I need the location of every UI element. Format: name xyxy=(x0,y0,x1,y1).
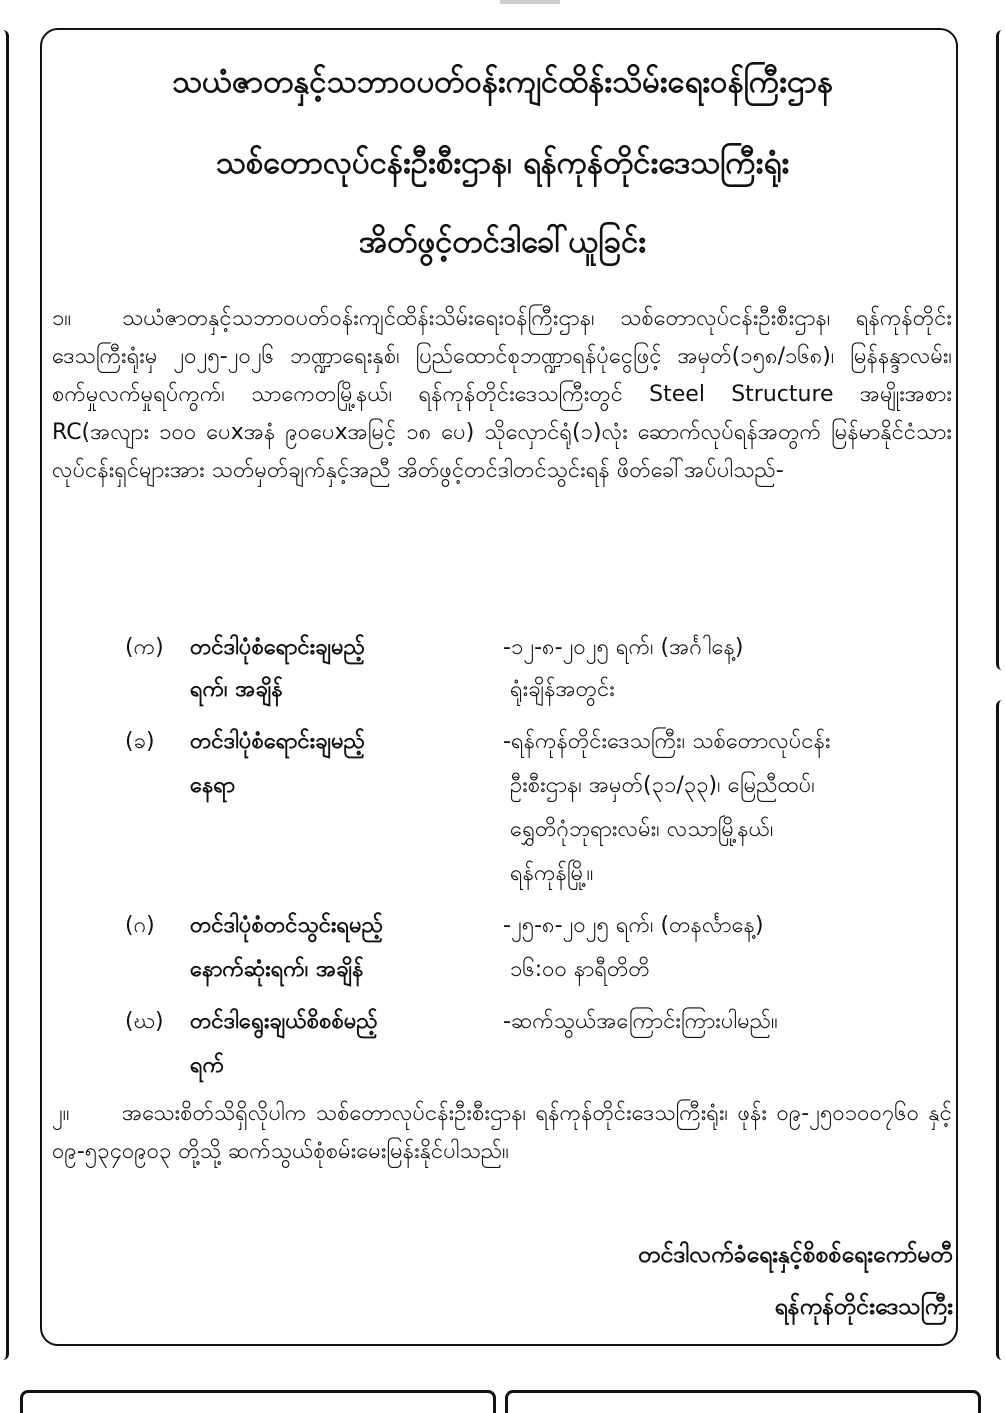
item-kha-value-1: -ရန်ကုန်တိုင်းဒေသကြီး၊ သစ်တောလုပ်ငန်း xyxy=(503,729,831,754)
item-gha-label: (ဃ) xyxy=(125,1009,164,1034)
top-edge-mark xyxy=(500,0,560,4)
item-gha-title-1: တင်ဒါရွေးချယ်စိစစ်မည့် xyxy=(190,1009,378,1034)
adjacent-ad-bottom-right xyxy=(505,1390,981,1413)
item-gha-value-1: -ဆက်သွယ်အကြောင်းကြားပါမည်။ xyxy=(503,1009,778,1034)
item-kha-label: (ခ) xyxy=(125,729,155,754)
item-kha-value-4: ရန်ကုန်မြို့။ xyxy=(510,861,594,886)
item-kha-value-3: ရွှေတိဂုံဘုရားလမ်း၊ လသာမြို့နယ်၊ xyxy=(510,817,774,842)
item-ga-label: (ဂ) xyxy=(125,913,155,938)
adjacent-ad-bottom-left xyxy=(20,1390,496,1413)
item-ga-title-1: တင်ဒါပုံစံတင်သွင်းရမည့် xyxy=(190,913,383,938)
item-ga-value-2: ၁၆:၀၀ နာရီတိတိ xyxy=(510,957,650,982)
item-ka-title-2: ရက်၊ အချိန် xyxy=(190,677,283,702)
paragraph-1 xyxy=(52,300,952,490)
adjacent-ad-right-border-top xyxy=(996,30,1005,670)
paragraph-1-text: သယံဇာတနှင့်သဘာဝပတ်ဝန်းကျင်ထိန်းသိမ်းရေးဝန်ကြီးဌာန၊ သစ်တောလုပ်ငန်းဦးစီးဌာန၊ ရန်ကုန်တိုင်းဒေသကြီးရုံးမှ ၂၀၂၅-၂၀၂၆ ဘဏ္ဍာရေးနှစ်၊ ပြည်ထောင်စုဘဏ္ဍာရန်ပုံငွေဖြင့် အမှတ်(၁၅၈/၁၆၈)၊ မြန်နန္ဒာလမ်း၊ စက်မှုလက်မှုရပ်ကွက်၊ သာကေတမြို့နယ်၊ ရန်ကုန်တိုင်းဒေသကြီးတွင် Steel Structure အမျိုးအစား RC(အလျား ၁၀၀ ပေxအနံ ၉၀ပေxအမြင့် ၁၈ ပေ) သိုလှောင်ရုံ(၁)လုံး ဆောက်လုပ်ရန်အတွက် မြန်မာနိုင်ငံသားလုပ်ငန်းရှင်များအား သတ်မှတ်ချက်နှင့်အညီ အိတ်ဖွင့်တင်ဒါတင်သွင်းရန် ဖိတ်ခေါ်အပ်ပါသည်- xyxy=(52,306,952,483)
item-ka-value-1: -၁၂-၈-၂၀၂၅ ရက်၊ (အင်္ဂါနေ့) xyxy=(503,635,744,660)
item-ga-value-1: -၂၅-၈-၂၀၂၅ ရက်၊ (တနင်္လာနေ့) xyxy=(503,913,764,938)
notice-title: အိတ်ဖွင့်တင်ဒါခေါ်ယူခြင်း xyxy=(358,224,647,260)
item-ka-title-1: တင်ဒါပုံစံရောင်းချမည့် xyxy=(190,635,365,660)
item-kha-title-1: တင်ဒါပုံစံရောင်းချမည့် xyxy=(190,729,365,754)
paragraph-1-number: ၁။ xyxy=(52,306,72,331)
item-kha-value-2: ဦးစီးဌာန၊ အမှတ်(၃၁/၃၃)၊ မြေညီထပ်၊ xyxy=(510,773,815,798)
paragraph-2-text: အသေးစိတ်သိရှိလိုပါက သစ်တောလုပ်ငန်းဦးစီးဌာန၊ ရန်ကုန်တိုင်းဒေသကြီးရုံး၊ ဖုန်း ၀၉-၂၅၀၁၀၀၇၆၀ နှင့် ၀၉-၅၃၄၀၉၀၃ တို့သို့ ဆက်သွယ်စုံစမ်းမေးမြန်းနိုင်ပါသည်။ xyxy=(52,1101,952,1164)
item-gha-title-2: ရက် xyxy=(190,1053,225,1078)
signature-committee: တင်ဒါလက်ခံရေးနှင့်စိစစ်ရေးကော်မတီ xyxy=(638,1242,953,1268)
item-ga-title-2: နောက်ဆုံးရက်၊ အချိန် xyxy=(190,957,364,982)
paragraph-2-number: ၂။ xyxy=(52,1101,70,1126)
item-kha-title-2: နေရာ xyxy=(190,773,236,798)
adjacent-ad-right-border-bottom xyxy=(996,700,1005,1360)
item-ka-label: (က) xyxy=(125,635,164,660)
department-title: သစ်တောလုပ်ငန်းဦးစီးဌာန၊ ရန်ကုန်တိုင်းဒေသကြီးရုံး xyxy=(215,145,790,181)
paragraph-2 xyxy=(52,1095,952,1171)
item-ka-value-2: ရုံးချိန်အတွင်း xyxy=(510,677,615,702)
signature-region: ရန်ကုန်တိုင်းဒေသကြီး xyxy=(774,1294,953,1320)
ministry-title: သယံဇာတနှင့်သဘာဝပတ်ဝန်းကျင်ထိန်းသိမ်းရေးဝန်ကြီးဌာန xyxy=(171,64,834,100)
